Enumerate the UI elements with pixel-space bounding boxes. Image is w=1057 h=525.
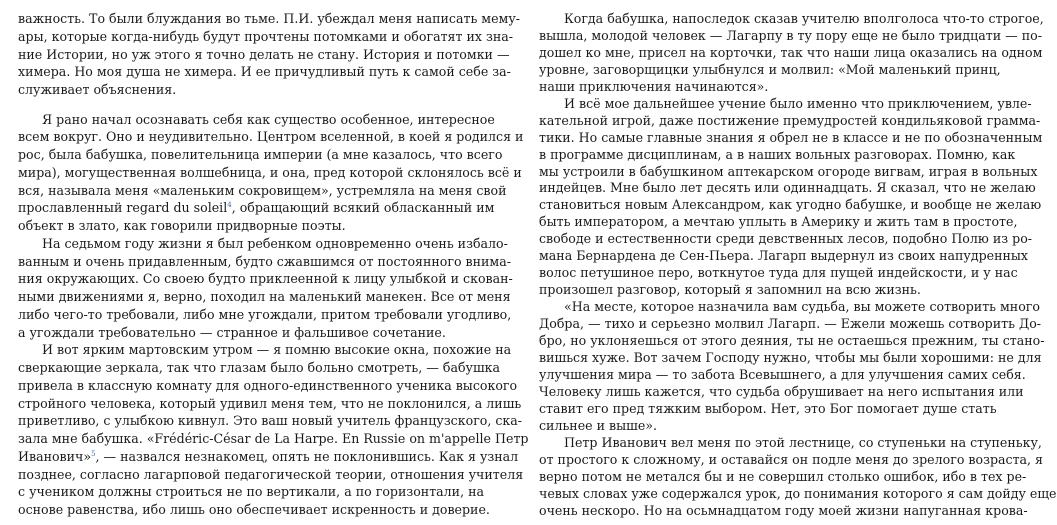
text-segment: , — назвался незнакомец, опять не поклонившись. Как я узнал: [95, 448, 519, 464]
text-line: индейцев. Мне было лет десять или одиннадцать. Я сказал, что не желаю: [539, 180, 1036, 196]
text-line: кательной игрой, даже постижение премудростей кондильяковой грамма-: [539, 112, 1041, 128]
text-line: мира), могущественная волшебница, и она, пред которой склонялось всё и: [18, 164, 522, 180]
text-line: улучшения мира — то забота Всевышнего, а для улучшения самих себя.: [539, 366, 1026, 382]
text-line: ставит его пред тяжким выбором. Нет, это Бог помогает душе стать: [539, 400, 997, 416]
text-line: всем вокруг. Оно и неудивительно. Центром вселенной, в коей я родился и: [18, 129, 524, 145]
right-page: [500, 0, 1057, 525]
text-line: сильнее и выше».: [539, 417, 657, 433]
text-line: уровне, заговорщицки улыбнулся и молвил: «Мой маленький принц,: [539, 61, 1001, 77]
text-line: мана Бернардена де Сен-Пьера. Лагарп выдернул из своих напудренных: [539, 248, 1029, 264]
text-line: тики. Но самые главные знания я обрел не в классе и не по обозначенным: [539, 129, 1043, 145]
text-line: объект в злато, как говорили придворные поэты.: [18, 218, 346, 234]
text-line: ары, которые когда-нибудь будут прочтены потомками и обогатят их зна-: [18, 28, 513, 44]
text-line: свободе и естественности среди девственных лесов, подобно Полю из ро-: [539, 231, 1033, 247]
text-line: а угождали требовательно — странное и фальшивое сочетание.: [18, 324, 446, 340]
text-line: Добра, — тихо и серьезно молвил Лагарп. — Ежели можешь сотворить До-: [539, 316, 1042, 332]
text-line: «На месте, которое назначила вам судьба, вы можете сотворить много: [564, 299, 1040, 315]
text-line: И всё мое дальнейшее учение было именно что приключением, увле-: [564, 95, 1032, 111]
text-line: мы устроили в бабушкином аптекарском огороде вигвам, играя в вольных: [539, 163, 1038, 179]
text-line: На седьмом году жизни я был ребенком одновременно очень избало-: [42, 235, 508, 251]
text-line: химера. Но моя душа не химера. И ее причудливый путь к самой себе за-: [18, 64, 511, 80]
text-line: стройного человека, который удивил меня тем, что не поклонился, а лишь: [18, 395, 522, 411]
text-line: И вот ярким мартовским утром — я помню высокие окна, похожие на: [42, 342, 512, 358]
text-line: волос петушиное перо, воткнутое туда для пущей индейскости, и у нас: [539, 265, 1018, 281]
text-line: Петр Иванович вел меня по этой лестнице, со ступеньки на ступеньку,: [564, 434, 1042, 450]
text-line: чевых словах уже содержался урок, до понимания которого я сам дойду еще: [539, 485, 1057, 501]
text-line: вышла, молодой человек — Лагарпу в ту пору еще не было тридцати — по-: [539, 27, 1042, 43]
text-line: Человеку лишь кажется, что судьба обрушивает на него испытания или: [539, 383, 1024, 399]
text-line: сверкающие зеркала, так что глазам было больно смотреть, — бабушка: [18, 360, 501, 376]
text-line: ванным и очень придавленным, будто сжавшимся от постоянного внима-: [18, 253, 511, 269]
text-line: либо чего-то требовали, либо мне угождали, притом требовали угодливо,: [18, 306, 512, 322]
text-line: основе равенства, ибо лишь оно обеспечивает искренность и доверие.: [18, 502, 490, 518]
text-line: позднее, согласно лагарповой педагогической теории, отношения учителя: [18, 466, 524, 482]
text-line: от простого к сложному, и оставайся он подле меня до зрелого возраста, я: [539, 451, 1043, 467]
text-line: вишься хуже. Вот зачем Господу нужно, чтобы мы были хорошими: не для: [539, 349, 1042, 365]
text-line: наши приключения начинаются».: [539, 78, 769, 94]
text-line: быть императором, а мечтаю уплыть в Америку и жить там в простоте,: [539, 214, 1018, 230]
text-line: ными движениями я, верно, походил на маленький манекен. Все от меня: [18, 289, 511, 305]
text-line: верно потом не метался бы и не совершил столько ошибок, ибо в тех ре-: [539, 468, 1027, 484]
text-line: с учеником должны строиться не по вертикали, а по горизонтали, на: [18, 484, 484, 500]
text-line: приветливо, с улыбкою кивнул. Это ваш новый учитель французского, ска-: [18, 413, 523, 429]
text-line: в программе дисциплинам, а в наших вольных разговорах. Помню, как: [539, 146, 1016, 162]
text-line: ния окружающих. Со своею будто приклеенной к лицу улыбкой и скован-: [18, 271, 513, 287]
text-segment: , обращающий всякий обласканный им: [231, 200, 495, 216]
text-line: Когда бабушка, напоследок сказав учителю вполголоса что-то строгое,: [564, 11, 1044, 26]
text-line: произошел разговор, который я запомнил на всю жизнь.: [539, 282, 921, 298]
footnote-ref[interactable]: 4: [227, 201, 232, 210]
text-line: вся, называла меня «маленьким сокровищем», устремляла на меня свой: [18, 182, 507, 198]
footnote-ref[interactable]: 5: [91, 449, 96, 458]
text-line: очень нескоро. Но на осьмнадцатом году моей жизни напуганная крова-: [539, 502, 1028, 518]
text-line: дошел ко мне, присел на корточки, так что наши лица оказались на одном: [539, 44, 1043, 60]
text-line: зала мне бабушка. «Frédéric-César de La Harpe. En Russie on m'appelle Петр: [18, 431, 529, 447]
text-line: бро, но уклоняешься от этого деяния, ты не остаешься прежним, ты стано-: [539, 333, 1045, 349]
text-line: становиться новым Александром, как угодно бабушке, и вообще не желаю: [539, 197, 1042, 213]
text-segment: прославленный regard du soleil: [18, 200, 228, 216]
text-line: служивает объяснения.: [18, 82, 177, 98]
text-line: привела в классную комнату для одного-единственного ученика высокого: [18, 377, 518, 393]
text-line: ние Истории, но уж этого я точно делать не стану. История и потомки —: [18, 46, 510, 62]
text-line: Я рано начал осознавать себя как существо особенное, интересное: [42, 111, 495, 127]
text-line: рос, была бабушка, повелительница империи (а мне казалось, что всего: [18, 147, 503, 163]
text-segment: Иванович»: [18, 448, 92, 464]
text-line: важность. То были блуждания во тьме. П.И. убеждал меня написать мему-: [18, 11, 521, 26]
